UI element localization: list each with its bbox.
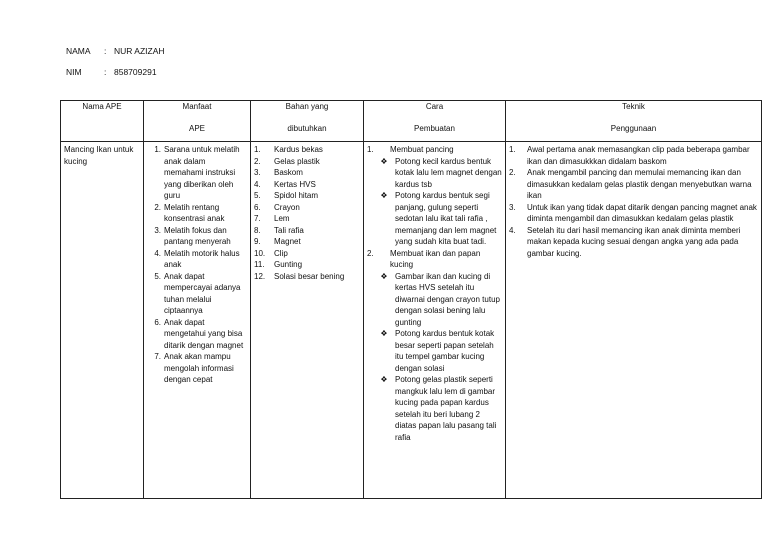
manfaat-item <box>147 248 247 271</box>
bahan-item <box>254 202 360 214</box>
manfaat-item-text: Melatih rentang konsentrasi anak <box>164 202 225 223</box>
cara-steps <box>367 271 502 444</box>
manfaat-list <box>147 144 247 386</box>
cara-item-number: 1. <box>367 145 374 154</box>
bahan-item <box>254 144 360 156</box>
manfaat-cell <box>144 142 251 499</box>
header-cara-line2: Pembuatan <box>414 124 455 133</box>
nim-label: NIM <box>66 67 82 77</box>
bahan-item-text: Kertas HVS <box>274 179 316 189</box>
manfaat-item-text: Melatih fokus dan pantang menyerah <box>164 225 231 246</box>
teknik-item <box>509 167 758 202</box>
bahan-item-text: Solasi besar bening <box>274 271 345 281</box>
bahan-item-text: Gunting <box>274 260 303 269</box>
manfaat-item <box>147 202 247 225</box>
cara-item-text: Membuat ikan dan papan kucing <box>390 248 481 269</box>
bahan-item-text: Lem <box>274 214 290 223</box>
bahan-item-number: 5. <box>254 191 261 200</box>
header-cara <box>364 101 506 142</box>
cara-list <box>367 144 502 443</box>
manfaat-item <box>147 225 247 248</box>
manfaat-item-text: Anak dapat mempercayai adanya tuhan melalui ciptaannya <box>164 271 241 315</box>
teknik-list <box>509 144 758 259</box>
cara-step <box>377 271 502 329</box>
header-manfaat-line1: Manfaat <box>182 102 212 111</box>
name-row <box>66 46 165 56</box>
bahan-item-number: 6. <box>254 202 261 212</box>
teknik-item <box>509 225 758 260</box>
bahan-item-number: 12. <box>254 271 266 281</box>
name-label: NAMA <box>66 46 91 56</box>
header-nama-ape <box>61 101 144 142</box>
bahan-item-number: 8. <box>254 225 261 235</box>
header-row <box>61 101 762 142</box>
bahan-item-text: Baskom <box>274 168 303 177</box>
manfaat-item-number: 3. <box>154 225 161 235</box>
cara-step <box>377 190 502 248</box>
manfaat-item <box>147 351 247 386</box>
manfaat-item-number: 5. <box>154 271 161 281</box>
manfaat-item-text: Melatih motorik halus anak <box>164 248 240 269</box>
bahan-item-text: Clip <box>274 248 288 258</box>
teknik-item-text: Anak mengambil pancing dan memulai memancing ikan dan dimasukkan kedalam gelas plastik dengan menyebutkan warna ikan <box>527 168 752 200</box>
name-value: NUR AZIZAH <box>114 46 165 56</box>
cara-item-heading <box>367 248 502 271</box>
manfaat-item-number: 1. <box>154 145 161 154</box>
bahan-item <box>254 259 360 271</box>
cara-item-heading <box>367 144 502 156</box>
manfaat-item <box>147 144 247 202</box>
manfaat-item-number: 6. <box>154 317 161 327</box>
bahan-item <box>254 190 360 202</box>
bahan-item-text: Kardus bekas <box>274 145 323 154</box>
cara-step-text: Potong kardus bentuk segi panjang, gulung seperti sedotan lalu ikat tali rafia , memanjang dan lem magnet yang sudah kita buat tadi. <box>395 191 497 246</box>
ape-name-cell <box>61 142 144 499</box>
bahan-item-number: 3. <box>254 168 261 177</box>
diamond-bullet-icon: ❖ <box>380 329 388 338</box>
bahan-list <box>254 144 360 282</box>
header-teknik <box>506 101 762 142</box>
bahan-item <box>254 179 360 191</box>
teknik-item-text: Setelah itu dari hasil memancing ikan anak diminta memberi makan kepada kucing sesuai dengan angka yang ada pada gambar kucing. <box>527 225 741 258</box>
manfaat-item-text: Sarana untuk melatih anak dalam memahami instruksi yang diberikan oleh guru <box>164 145 240 200</box>
bahan-item-text: Crayon <box>274 202 300 212</box>
cara-item <box>367 144 502 248</box>
bahan-item <box>254 248 360 260</box>
header-manfaat <box>144 101 251 142</box>
bahan-item-number: 1. <box>254 145 261 154</box>
diamond-bullet-icon: ❖ <box>380 156 388 166</box>
manfaat-item <box>147 317 247 352</box>
bahan-item-text: Magnet <box>274 237 301 246</box>
cara-step-text: Potong kardus bentuk kotak besar seperti papan setelah itu tempel gambar kucing dengan solasi <box>395 329 495 373</box>
teknik-item-number: 1. <box>509 145 516 154</box>
teknik-item-text: Awal pertama anak memasangkan clip pada beberapa gambar ikan dan dimasukkkan didalam baskom <box>527 145 750 166</box>
ape-name: Mancing Ikan untuk kucing <box>64 145 134 166</box>
cara-cell <box>364 142 506 499</box>
cara-step-text: Potong kecil kardus bentuk kotak lalu lem magnet dengan kardus tsb <box>395 156 502 189</box>
header-teknik-line1: Teknik <box>622 102 645 111</box>
name-separator: : <box>104 46 107 56</box>
header-manfaat-line2: APE <box>188 124 205 133</box>
bahan-item <box>254 225 360 237</box>
bahan-item-text: Tali rafia <box>274 225 304 235</box>
cara-steps <box>367 156 502 248</box>
bahan-item-number: 2. <box>254 156 261 166</box>
bahan-item <box>254 271 360 283</box>
teknik-item-text: Untuk ikan yang tidak dapat ditarik dengan pancing magnet anak diminta mengambil dan dimasukkan kedalam gelas plastik <box>527 202 757 223</box>
bahan-item-number: 11. <box>254 260 265 269</box>
manfaat-item-number: 2. <box>154 202 161 212</box>
nim-row <box>66 67 157 77</box>
bahan-item-number: 4. <box>254 179 261 189</box>
diamond-bullet-icon: ❖ <box>380 271 388 281</box>
bahan-item <box>254 156 360 168</box>
bahan-cell <box>251 142 364 499</box>
cara-step <box>377 374 502 443</box>
teknik-item-number: 4. <box>509 225 516 235</box>
header-bahan <box>251 101 364 142</box>
header-bahan-line1: Bahan yang <box>285 102 329 111</box>
nim-separator: : <box>104 67 107 77</box>
manfaat-item-number: 7. <box>154 352 161 361</box>
bahan-item-number: 7. <box>254 214 261 223</box>
ape-table <box>60 100 762 499</box>
header-teknik-line2: Penggunaan <box>610 124 657 133</box>
table-row <box>61 142 762 499</box>
cara-step <box>377 156 502 191</box>
manfaat-item-text: Anak akan mampu mengolah informasi dengan cepat <box>164 352 234 384</box>
bahan-item-text: Gelas plastik <box>274 156 320 166</box>
diamond-bullet-icon: ❖ <box>380 191 388 200</box>
teknik-item <box>509 202 758 225</box>
bahan-item-text: Spidol hitam <box>274 191 319 200</box>
header-bahan-line2: dibutuhkan <box>287 124 327 133</box>
teknik-cell <box>506 142 762 499</box>
teknik-item-number: 3. <box>509 202 516 212</box>
teknik-item <box>509 144 758 167</box>
teknik-item-number: 2. <box>509 168 516 177</box>
header-nama-ape-label: Nama APE <box>82 102 122 111</box>
cara-step-text: Potong gelas plastik seperti mangkuk lalu lem di gambar kucing pada papan kardus setelah itu beri lubang 2 diatas papan lalu pasang tali rafia <box>395 375 497 442</box>
bahan-item-number: 9. <box>254 237 261 246</box>
bahan-item <box>254 213 360 225</box>
cara-item-number: 2. <box>367 248 374 258</box>
cara-step <box>377 328 502 374</box>
nim-value: 858709291 <box>114 67 157 77</box>
cara-item <box>367 248 502 444</box>
header-cara-line1: Cara <box>425 102 444 111</box>
diamond-bullet-icon: ❖ <box>380 375 388 384</box>
manfaat-item-text: Anak dapat mengetahui yang bisa ditarik dengan magnet <box>164 317 244 350</box>
manfaat-item <box>147 271 247 317</box>
cara-step-text: Gambar ikan dan kucing di kertas HVS setelah itu diwarnai dengan crayon tutup dengan solasi bening lalu gunting <box>395 271 500 327</box>
bahan-item <box>254 167 360 179</box>
manfaat-item-number: 4. <box>154 248 161 258</box>
bahan-item-number: 10. <box>254 248 266 258</box>
bahan-item <box>254 236 360 248</box>
cara-item-text: Membuat pancing <box>390 145 454 154</box>
